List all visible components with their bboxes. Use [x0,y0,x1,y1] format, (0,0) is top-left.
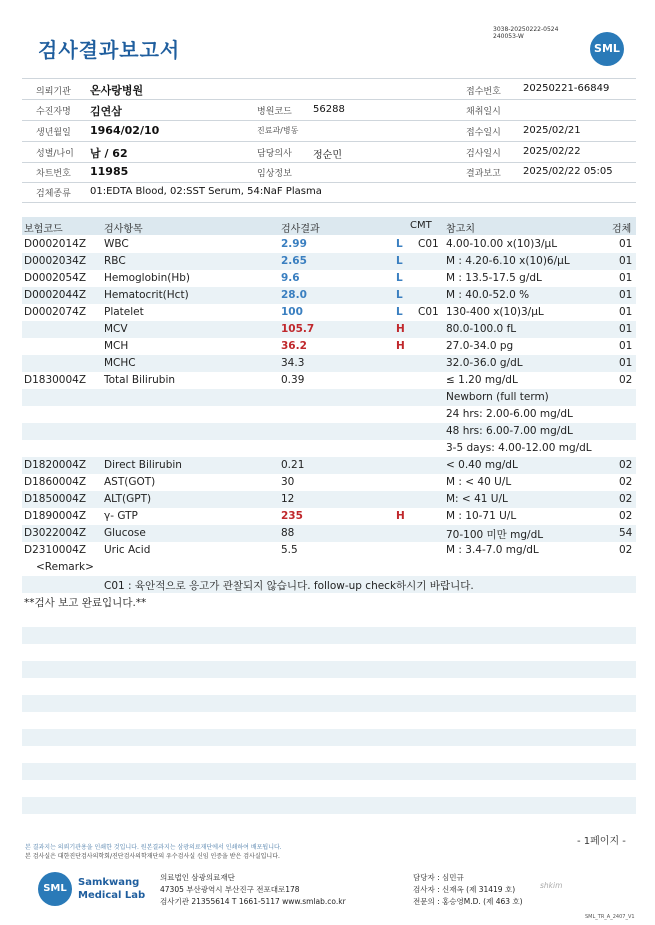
col-item: 검사항목 [104,224,143,235]
patient-value: 김연삼 [90,105,122,118]
flag-cell: H [396,510,405,522]
specimen-cell: 01 [619,323,633,335]
address-line: 검사기관 21355614 T 1661-5117 www.smlab.co.kr [160,897,346,906]
ref-cell: 48 hrs: 6.00-7.00 mg/dL [446,425,573,437]
remark-title: <Remark> [36,561,94,573]
specimen-value: 01:EDTA Blood, 02:SST Serum, 54:NaF Plasma [90,186,322,197]
doc-id [493,26,558,40]
ref-cell: 27.0-34.0 pg [446,340,514,352]
specimen-cell: 01 [619,272,633,284]
ref-cell: < 0.40 mg/dL [446,459,518,471]
staff-line: 전문의 : 홍승영M.D. (제 463 호) [413,897,523,906]
doctor-value: 정순민 [313,150,342,161]
table-row [22,542,636,559]
item-cell: Glucose [104,527,146,539]
divider [22,162,636,163]
code-cell: D0002014Z [24,238,87,250]
company-name-line1: Samkwang [78,877,140,888]
specimen-cell: 01 [619,357,633,369]
clinical-label: 임상정보 [257,169,292,179]
divider [22,182,636,183]
blank-row [22,695,636,712]
table-row [22,321,636,338]
doc-id-line2: 240053-W [493,33,524,40]
flag-cell: L [396,255,403,267]
blank-row [22,627,636,644]
item-cell: WBC [104,238,129,250]
remark-row [22,559,636,576]
report-complete-text: **검사 보고 완료입니다.** [24,597,147,609]
form-code: SML_TR_A_2407_V1 [585,914,635,920]
code-cell: D1850004Z [24,493,87,505]
result-cell: 12 [281,493,295,505]
test-date-label: 검사일시 [466,149,501,159]
remark-row [22,593,636,610]
code-cell: D1820004Z [24,459,87,471]
table-row [22,474,636,491]
result-cell: 2.65 [281,255,307,267]
specimen-cell: 01 [619,289,633,301]
inst-label: 의뢰기관 [36,87,71,97]
item-cell: Uric Acid [104,544,151,556]
ref-cell: M : 13.5-17.5 g/dL [446,272,542,284]
receipt-date-label: 접수일시 [466,128,501,138]
receipt-date-value: 2025/02/21 [523,125,581,136]
table-row [22,355,636,372]
table-row [22,423,636,440]
result-cell: 34.3 [281,357,305,369]
blank-row [22,797,636,814]
blank-row [22,712,636,729]
flag-cell: L [396,272,403,284]
ref-cell: ≤ 1.20 mg/dL [446,374,518,386]
specimen-cell: 02 [619,510,633,522]
patient-label: 수진자명 [36,107,71,117]
receipt-no-value: 20250221-66849 [523,83,610,94]
blank-row [22,746,636,763]
page-number: - 1페이지 - [577,836,626,847]
table-row [22,389,636,406]
result-cell: 5.5 [281,544,298,556]
specimen-cell: 02 [619,493,633,505]
blank-row [22,678,636,695]
ref-cell: M : 4.20-6.10 x(10)6/μL [446,255,570,267]
hospital-code-label: 병원코드 [257,107,292,117]
signature: shkim [540,881,563,890]
item-cell: Direct Bilirubin [104,459,182,471]
flag-cell: L [396,238,403,250]
code-cell: D0002074Z [24,306,87,318]
birth-value: 1964/02/10 [90,124,160,137]
ref-cell: 32.0-36.0 g/dL [446,357,523,369]
divider [22,141,636,142]
staff-info [413,872,523,908]
report-title: 검사결과보고서 [38,38,181,62]
staff-line: 검사자 : 신재옥 (제 31419 호) [413,885,516,894]
table-row [22,508,636,525]
item-cell: γ- GTP [104,510,138,522]
specimen-cell: 54 [619,527,633,539]
ref-cell: 3-5 days: 4.00-12.00 mg/dL [446,442,592,454]
address-line: 의료법인 삼광의료재단 [160,873,235,882]
company-address [160,872,346,908]
ref-cell: 130-400 x(10)3/μL [446,306,544,318]
remark-row [22,576,636,593]
result-cell: 28.0 [281,289,307,301]
cmt-cell: C01 [418,306,439,318]
result-cell: 105.7 [281,323,315,335]
code-cell: D0002044Z [24,289,87,301]
table-row [22,525,636,542]
ref-cell: 80.0-100.0 fL [446,323,517,335]
item-cell: Total Bilirubin [104,374,176,386]
result-cell: 235 [281,510,303,522]
footer-note: 본 결과지는 의뢰기관용을 인쇄한 것입니다. 원본결과지는 삼광의료재단에서 인쇄하여 배포됩니다. [25,844,282,851]
table-row [22,406,636,423]
specimen-cell: 01 [619,238,633,250]
specimen-cell: 02 [619,476,633,488]
table-row [22,372,636,389]
ref-cell: Newborn (full term) [446,391,549,403]
collect-date-label: 채취일시 [466,107,501,117]
table-row [22,253,636,270]
birth-label: 생년월일 [36,128,71,138]
result-cell: 0.39 [281,374,305,386]
table-row [22,491,636,508]
flag-cell: L [396,306,403,318]
sex-age-label: 성별/나이 [36,149,74,159]
result-cell: 88 [281,527,295,539]
blank-row [22,729,636,746]
code-cell: D3022004Z [24,527,87,539]
item-cell: Platelet [104,306,144,318]
specimen-cell: 01 [619,255,633,267]
footer-note: 본 검사실은 대한진단검사의학회/진단검사의학재단의 우수검사실 신임 인증을 받은 검사실입니다. [25,853,280,860]
blank-row [22,661,636,678]
divider [22,99,636,100]
test-date-value: 2025/02/22 [523,146,581,157]
code-cell: D1860004Z [24,476,87,488]
specimen-cell: 02 [619,374,633,386]
code-cell: D1890004Z [24,510,87,522]
specimen-cell: 01 [619,340,633,352]
ref-cell: M : < 40 U/L [446,476,512,488]
code-cell: D2310004Z [24,544,87,556]
item-cell: AST(GOT) [104,476,156,488]
result-cell: 36.2 [281,340,307,352]
table-row [22,338,636,355]
col-ref: 참고치 [446,224,475,235]
cmt-cell: C01 [418,238,439,250]
divider [22,78,636,79]
table-row [22,236,636,253]
result-cell: 30 [281,476,295,488]
col-cmt: CMT [410,220,432,231]
table-row [22,270,636,287]
flag-cell: L [396,289,403,301]
ref-cell: M : 3.4-7.0 mg/dL [446,544,539,556]
item-cell: RBC [104,255,126,267]
result-cell: 0.21 [281,459,305,471]
table-row [22,304,636,321]
blank-row [22,780,636,797]
item-cell: MCHC [104,357,136,369]
flag-cell: H [396,323,405,335]
divider [22,120,636,121]
ref-cell: M : 10-71 U/L [446,510,517,522]
specimen-label: 검체종류 [36,189,71,199]
report-date-label: 결과보고 [466,169,501,179]
item-cell: ALT(GPT) [104,493,152,505]
table-row [22,287,636,304]
doc-id-line1: 3038-20250222-0524 [493,26,559,33]
company-name [78,876,145,902]
ref-cell: M: < 41 U/L [446,493,508,505]
specimen-cell: 02 [619,544,633,556]
footer-logo: SML [38,872,72,906]
table-row [22,440,636,457]
table-row [22,457,636,474]
ref-cell: 24 hrs: 2.00-6.00 mg/dL [446,408,573,420]
col-specimen: 검체 [612,224,632,235]
code-cell: D1830004Z [24,374,87,386]
company-name-line2: Medical Lab [78,890,146,901]
col-code: 보험코드 [24,224,63,235]
blank-row [22,763,636,780]
ref-cell: 4.00-10.00 x(10)3/μL [446,238,558,250]
report-date-value: 2025/02/22 05:05 [523,166,613,177]
chart-no-label: 차트번호 [36,169,71,179]
ref-cell: 70-100 미만 mg/dL [446,529,544,541]
item-cell: Hemoglobin(Hb) [104,272,191,284]
sex-age-value: 남 / 62 [90,147,128,160]
doctor-label: 담당의사 [257,149,292,159]
inst-value: 온사랑병원 [90,84,144,97]
receipt-no-label: 접수번호 [466,87,501,97]
code-cell: D0002054Z [24,272,87,284]
chart-no-value: 11985 [90,165,129,178]
flag-cell: H [396,340,405,352]
result-cell: 2.99 [281,238,307,250]
sml-logo: SML [590,32,624,66]
result-cell: 100 [281,306,303,318]
blank-row [22,610,636,627]
dept-label: 진료과/병동 [257,126,299,135]
result-cell: 9.6 [281,272,300,284]
remark-line: C01 : 육안적으로 응고가 관찰되지 않습니다. follow-up check하시기 바랍니다. [104,580,474,592]
blank-row [22,814,636,831]
item-cell: Hematocrit(Hct) [104,289,189,301]
staff-line: 담당자 : 심민규 [413,873,464,882]
item-cell: MCV [104,323,128,335]
divider [22,202,636,203]
specimen-cell: 02 [619,459,633,471]
item-cell: MCH [104,340,129,352]
address-line: 47305 부산광역시 부산진구 전포대로178 [160,885,300,894]
hospital-code-value: 56288 [313,104,345,115]
specimen-cell: 01 [619,306,633,318]
blank-row [22,644,636,661]
col-result: 검사결과 [281,224,320,235]
ref-cell: M : 40.0-52.0 % [446,289,530,301]
code-cell: D0002034Z [24,255,87,267]
